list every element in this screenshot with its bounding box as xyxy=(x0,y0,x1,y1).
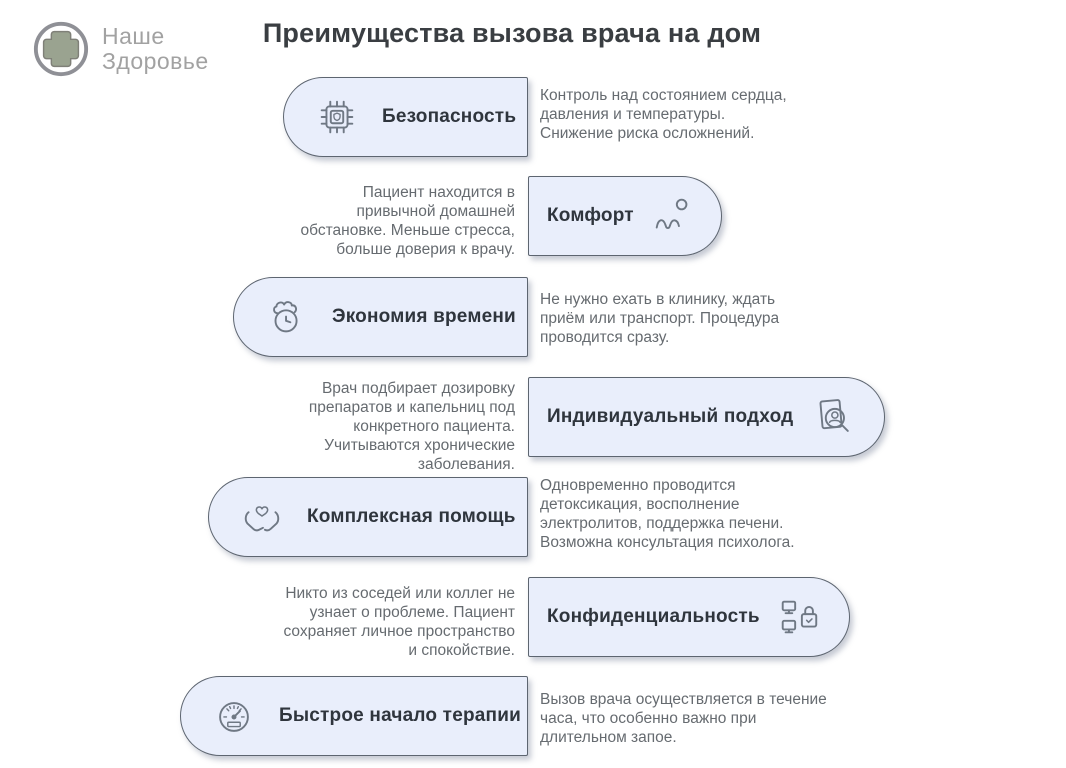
brand-name-line2: Здоровье xyxy=(102,48,209,74)
benefit-title: Экономия времени xyxy=(332,306,516,327)
benefit-card-comprehensive-help xyxy=(208,477,528,557)
brand-name-line1: Наше xyxy=(102,22,165,49)
benefit-title: Комплексная помощь xyxy=(307,506,516,527)
benefit-description: Одновременно проводится детоксикация, восполнение электролитов, поддержка печени. Возможна консультация психолога. xyxy=(540,477,795,551)
benefit-card-safety xyxy=(283,77,528,157)
benefit-title: Комфорт xyxy=(547,205,634,226)
chip-shield-icon xyxy=(314,94,360,140)
benefit-description: Врач подбирает дозировку препаратов и капельниц под конкретного пациента. Учитываются хронические заболевания. xyxy=(308,380,515,473)
benefit-title: Конфиденциальность xyxy=(547,606,760,627)
brand-logo xyxy=(32,20,209,78)
benefit-card-individual-approach xyxy=(528,377,885,457)
benefit-description: Никто из соседей или коллег не узнает о проблеме. Пациент сохраняет личное пространство и спокойствие. xyxy=(283,585,515,659)
benefit-card-fast-therapy-start xyxy=(180,676,528,756)
benefit-card-comfort xyxy=(528,176,722,256)
benefit-description: Вызов врача осуществляется в течение часа, что особенно важно при длительном запое. xyxy=(540,691,827,746)
benefit-description: Не нужно ехать в клинику, ждать приём или транспорт. Процедура проводится сразу. xyxy=(540,291,780,346)
hands-heart-icon xyxy=(239,494,285,540)
benefit-description: Пациент находится в привычной домашней обстановке. Меньше стресса, больше доверия к врачу. xyxy=(300,184,515,258)
benefit-title: Безопасность xyxy=(382,106,517,127)
benefit-card-time-saving xyxy=(233,277,528,357)
benefit-description: Контроль над состоянием сердца, давления и температуры. Снижение риска осложнений. xyxy=(540,87,787,142)
devices-lock-icon xyxy=(776,594,822,640)
medical-cross-icon xyxy=(32,20,90,78)
relaxing-person-icon xyxy=(650,193,696,239)
benefit-card-confidentiality xyxy=(528,577,850,657)
page-title: Преимущества вызова врача на дом xyxy=(262,18,762,48)
speedometer-icon xyxy=(211,693,257,739)
brand-name xyxy=(102,24,209,75)
benefit-title: Индивидуальный подход xyxy=(547,406,794,427)
benefit-title: Быстрое начало терапии xyxy=(279,705,521,726)
patient-search-icon xyxy=(809,394,855,440)
clock-steam-icon xyxy=(264,294,310,340)
